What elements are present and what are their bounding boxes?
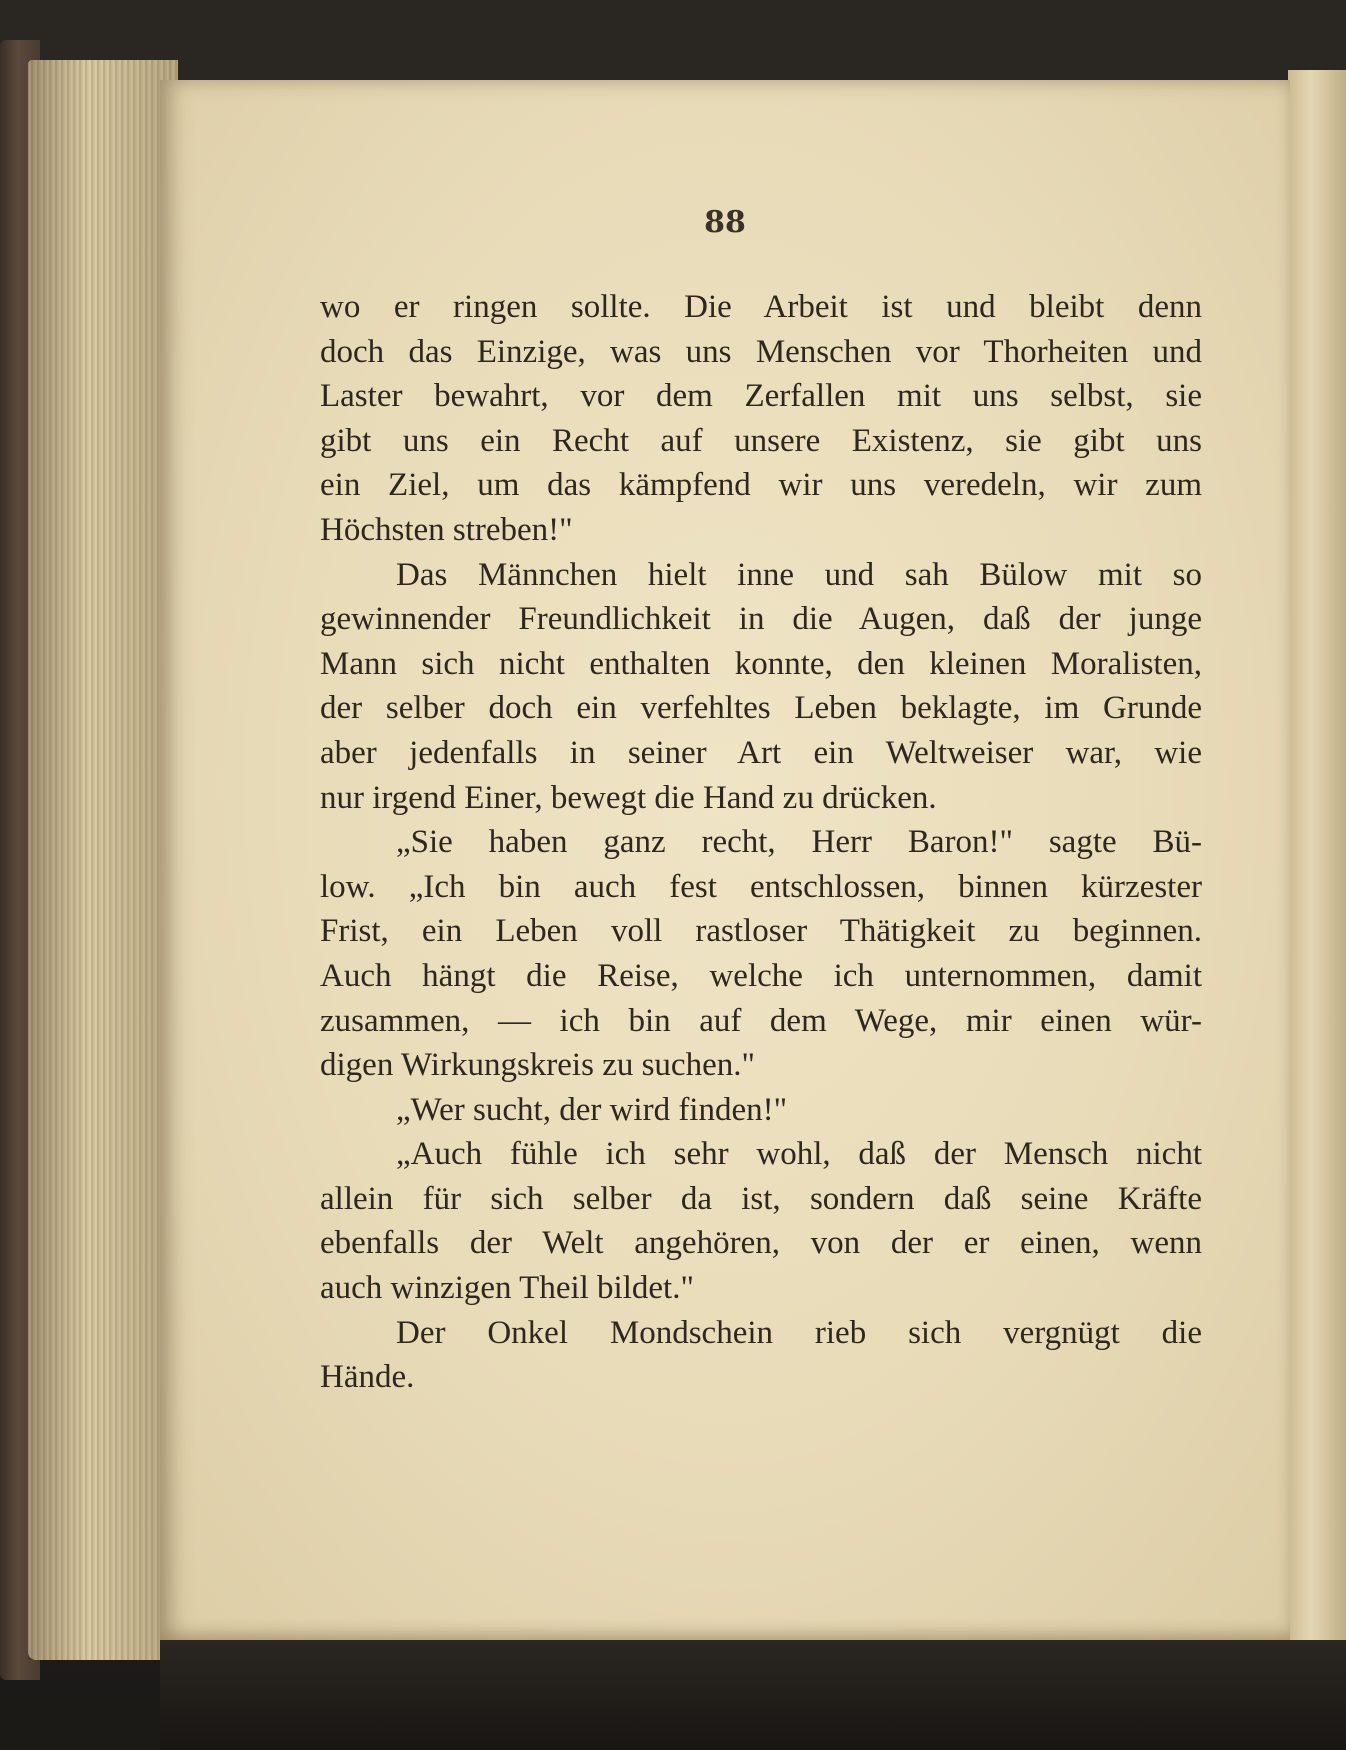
text-line: Hände. xyxy=(320,1359,415,1396)
text-line: aber jedenfalls in seiner Art ein Weltweiser war, wie xyxy=(320,734,1202,771)
text-line: Auch hängt die Reise, welche ich unternommen, damit xyxy=(320,957,1202,994)
text-line: Das Männchen hielt inne und sah Bülow mit so xyxy=(396,556,1202,593)
text-line: „Wer sucht, der wird finden!" xyxy=(396,1091,788,1128)
text-line: low. „Ich bin auch fest entschlossen, binnen kürzester xyxy=(320,868,1202,905)
text-line: „Sie haben ganz recht, Herr Baron!" sagte Bü- xyxy=(396,824,1202,861)
bottom-shadow xyxy=(160,1640,1346,1750)
text-line: ebenfalls der Welt angehören, von der er einen, wenn xyxy=(320,1225,1202,1262)
text-line: ein Ziel, um das kämpfend wir uns veredeln, wir zum xyxy=(320,467,1202,504)
text-line: zusammen, — ich bin auf dem Wege, mir einen wür- xyxy=(320,1002,1202,1039)
page-edges-stack xyxy=(28,60,178,1660)
text-line: digen Wirkungskreis zu suchen." xyxy=(320,1047,755,1084)
text-line: gewinnender Freundlichkeit in die Augen, daß der junge xyxy=(320,601,1202,638)
text-line: wo er ringen sollte. Die Arbeit ist und bleibt denn xyxy=(320,289,1202,325)
text-line: allein für sich selber da ist, sondern daß seine Kräfte xyxy=(320,1180,1202,1217)
text-line: gibt uns ein Recht auf unsere Existenz, sie gibt uns xyxy=(320,422,1202,459)
text-line: nur irgend Einer, bewegt die Hand zu drücken. xyxy=(320,779,937,816)
text-line: „Auch fühle ich sehr wohl, daß der Mensch nicht xyxy=(396,1136,1202,1173)
text-line: Der Onkel Mondschein rieb sich vergnügt die xyxy=(396,1314,1202,1351)
text-line: Frist, ein Leben voll rastloser Thätigkeit zu beginnen. xyxy=(320,913,1202,950)
facing-page-edge xyxy=(1288,70,1346,1670)
text-line: auch winzigen Theil bildet." xyxy=(320,1270,694,1307)
page-number: 88 xyxy=(704,205,746,240)
text-line: Laster bewahrt, vor dem Zerfallen mit uns selbst, sie xyxy=(320,378,1202,415)
body-text xyxy=(320,285,1202,1400)
text-line: Mann sich nicht enthalten konnte, den kleinen Moralisten, xyxy=(320,645,1202,682)
text-line: Höchsten streben!" xyxy=(320,511,573,548)
text-line: doch das Einzige, was uns Menschen vor Thorheiten und xyxy=(320,333,1202,370)
book-page xyxy=(160,80,1290,1640)
text-line: der selber doch ein verfehltes Leben beklagte, im Grunde xyxy=(320,690,1202,727)
